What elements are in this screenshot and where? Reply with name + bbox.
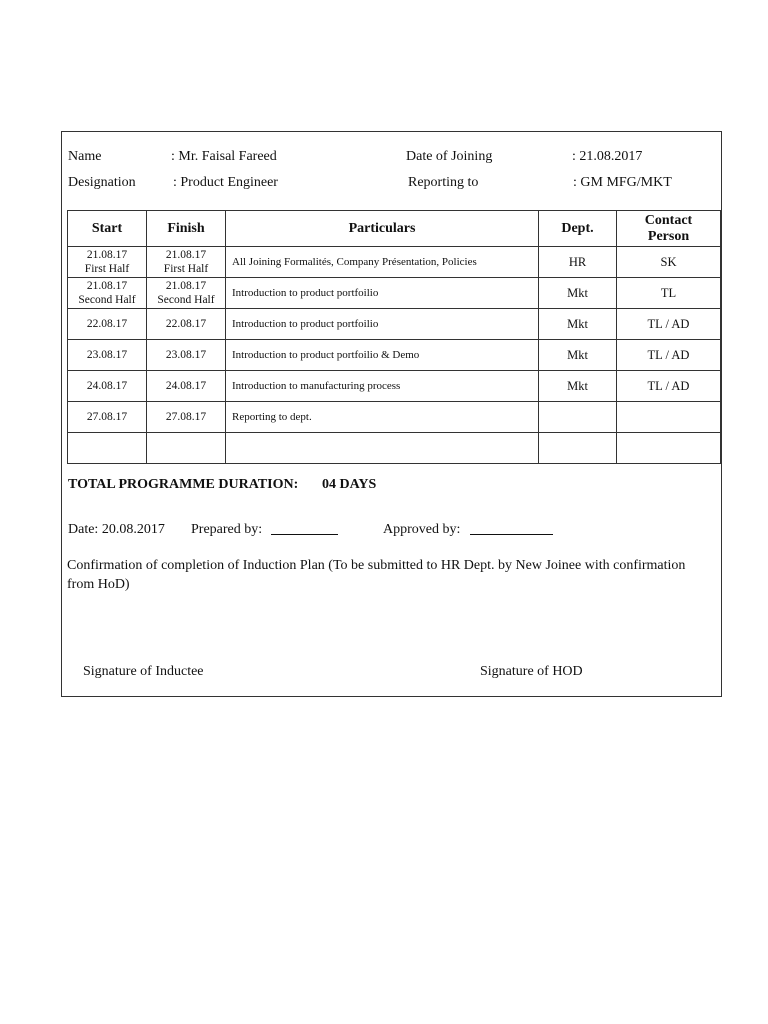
table-row [68, 371, 721, 402]
prepared-by-label: Prepared by: [191, 522, 263, 537]
finish-cell [147, 278, 226, 309]
particulars-cell: Introduction to product portfoilio [226, 309, 539, 340]
col-header-dept: Dept. [539, 211, 617, 247]
designation-label: Designation [68, 175, 136, 190]
date-of-joining-value: : 21.08.2017 [572, 149, 643, 164]
document-date: Date: 20.08.2017 [68, 522, 165, 537]
particulars-cell: Introduction to manufacturing process [226, 371, 539, 402]
particulars-cell: Introduction to product portfoilio & Demo [226, 340, 539, 371]
finish-date: 21.08.17 [165, 249, 207, 261]
particulars-cell: Introduction to product portfoilio [226, 278, 539, 309]
prepared-by-line [271, 522, 338, 540]
start-cell: 27.08.17 [68, 402, 147, 433]
particulars-cell: Reporting to dept. [226, 402, 539, 433]
confirmation-text: Confirmation of completion of Induction Plan (To be submitted to HR Dept. by New Joinee with confirmation from HoD) [67, 558, 686, 592]
approved-by-line [470, 522, 553, 540]
signature-inductee: Signature of Inductee [83, 664, 204, 679]
col-header-finish: Finish [147, 211, 226, 247]
table-header-row [68, 211, 721, 247]
reporting-value: : GM MFG/MKT [573, 175, 672, 190]
finish-cell: 22.08.17 [147, 309, 226, 340]
dept-cell: Mkt [539, 309, 617, 340]
finish-cell: 24.08.17 [147, 371, 226, 402]
empty-cell [226, 433, 539, 464]
start-date: 21.08.17 [86, 280, 128, 292]
dept-cell: HR [539, 247, 617, 278]
start-cell [68, 247, 147, 278]
dept-cell [539, 402, 617, 433]
total-duration-label: TOTAL PROGRAMME DURATION: [68, 477, 299, 492]
start-cell [68, 278, 147, 309]
total-duration-value: 04 DAYS [322, 477, 377, 492]
contact-cell: TL / AD [617, 309, 721, 340]
col-header-start: Start [68, 211, 147, 247]
col-header-contact-line2: Person [647, 228, 690, 244]
designation-value: : Product Engineer [173, 175, 278, 190]
contact-cell: TL / AD [617, 340, 721, 371]
signature-hod: Signature of HOD [480, 664, 583, 679]
particulars-cell: All Joining Formalités, Company Présentation, Policies [226, 247, 539, 278]
table-row [68, 278, 721, 309]
contact-cell: TL / AD [617, 371, 721, 402]
start-cell: 22.08.17 [68, 309, 147, 340]
name-label: Name [68, 149, 102, 164]
finish-cell [147, 247, 226, 278]
table-row [68, 340, 721, 371]
contact-cell: SK [617, 247, 721, 278]
table-row-empty [68, 433, 721, 464]
finish-session: Second Half [157, 294, 215, 306]
table-row [68, 309, 721, 340]
finish-session: First Half [163, 263, 209, 275]
contact-cell [617, 402, 721, 433]
col-header-particulars: Particulars [226, 211, 539, 247]
col-header-contact-line1: Contact [644, 212, 693, 228]
start-session: First Half [84, 263, 130, 275]
finish-cell: 27.08.17 [147, 402, 226, 433]
table-row [68, 247, 721, 278]
empty-cell [617, 433, 721, 464]
dept-cell: Mkt [539, 278, 617, 309]
start-cell: 23.08.17 [68, 340, 147, 371]
date-of-joining-label: Date of Joining [406, 149, 493, 164]
finish-date: 21.08.17 [165, 280, 207, 292]
name-value: : Mr. Faisal Fareed [171, 149, 277, 164]
col-header-contact-person [617, 211, 721, 247]
approved-by-label: Approved by: [383, 522, 461, 537]
contact-cell: TL [617, 278, 721, 309]
table-row [68, 402, 721, 433]
reporting-label: Reporting to [408, 175, 479, 190]
start-cell: 24.08.17 [68, 371, 147, 402]
empty-cell [147, 433, 226, 464]
induction-plan-table [67, 210, 721, 464]
empty-cell [68, 433, 147, 464]
start-session: Second Half [78, 294, 136, 306]
dept-cell: Mkt [539, 371, 617, 402]
finish-cell: 23.08.17 [147, 340, 226, 371]
start-date: 21.08.17 [86, 249, 128, 261]
dept-cell: Mkt [539, 340, 617, 371]
empty-cell [539, 433, 617, 464]
